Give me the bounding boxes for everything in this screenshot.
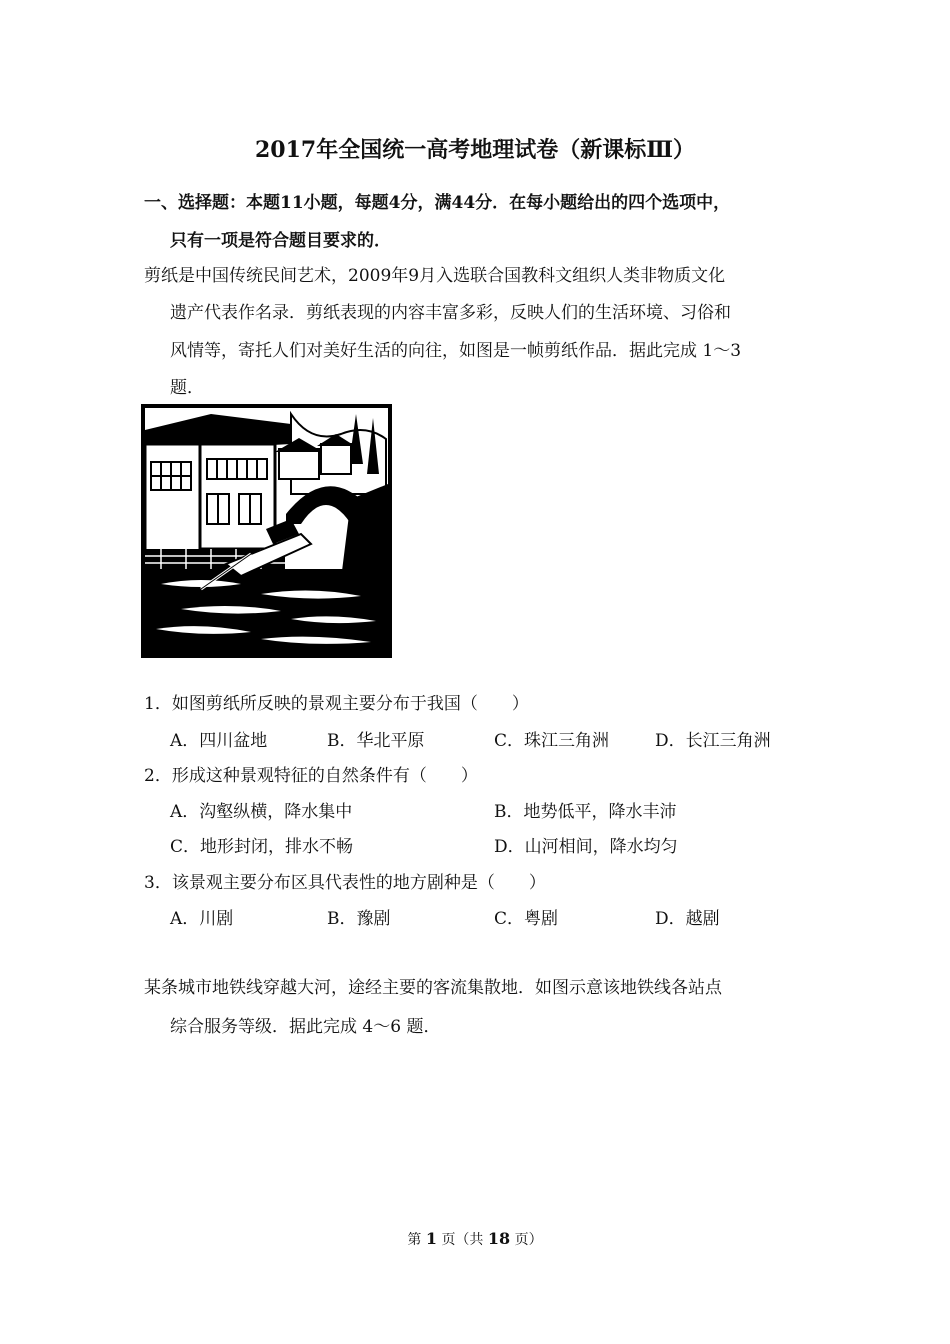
q1-option-a: A．四川盆地 [170,731,268,751]
footer-page-number: 1 [425,1229,437,1248]
intro1-line2: 遗产代表作名录．剪纸表现的内容丰富多彩，反映人们的生活环境、习俗和 [170,303,731,323]
intro1-line3: 风情等，寄托人们对美好生活的向往，如图是一帧剪纸作品．据此完成 1～3 [170,341,742,361]
question-3-stem: 3．该景观主要分布区具代表性的地方剧种是（ ） [144,873,546,893]
q2-option-c: C．地形封闭，排水不畅 [170,837,354,857]
question-1-stem: 1．如图剪纸所反映的景观主要分布于我国（ ） [144,694,529,714]
q2-option-b: B．地势低平，降水丰沛 [494,802,677,822]
q3-option-a: A．川剧 [170,909,234,929]
intro1-line1: 剪纸是中国传统民间艺术，2009年9月入选联合国教科文组织人类非物质文化 [144,266,726,286]
footer-mid: 页（共 [441,1232,484,1248]
intro1-line4: 题． [170,378,204,398]
section-heading-line2: 只有一项是符合题目要求的． [170,231,391,251]
q3-option-d: D．越剧 [655,909,720,929]
papercut-figure [141,404,392,658]
section-heading-line1: 一、选择题：本题11小题，每题4分，满44分．在每小题给出的四个选项中， [144,193,731,213]
q2-option-a: A．沟壑纵横，降水集中 [170,802,353,822]
footer-total-pages: 18 [487,1229,511,1248]
q3-option-b: B．豫剧 [327,909,391,929]
page-title: 2017年全国统一高考地理试卷（新课标Ⅲ） [254,137,696,163]
intro2-line1: 某条城市地铁线穿越大河，途经主要的客流集散地．如图示意该地铁线各站点 [144,978,722,998]
q1-option-b: B．华北平原 [327,731,425,751]
q1-option-d: D．长江三角洲 [655,731,771,751]
q1-option-c: C．珠江三角洲 [494,731,610,751]
page-footer [0,1229,950,1249]
intro2-line2: 综合服务等级．据此完成 4～6 题． [170,1017,441,1037]
q3-option-c: C．粤剧 [494,909,559,929]
q2-option-d: D．山河相间，降水均匀 [494,837,678,857]
footer-post: 页） [514,1232,543,1248]
footer-pre: 第 [407,1232,422,1248]
question-2-stem: 2．形成这种景观特征的自然条件有（ ） [144,766,478,786]
